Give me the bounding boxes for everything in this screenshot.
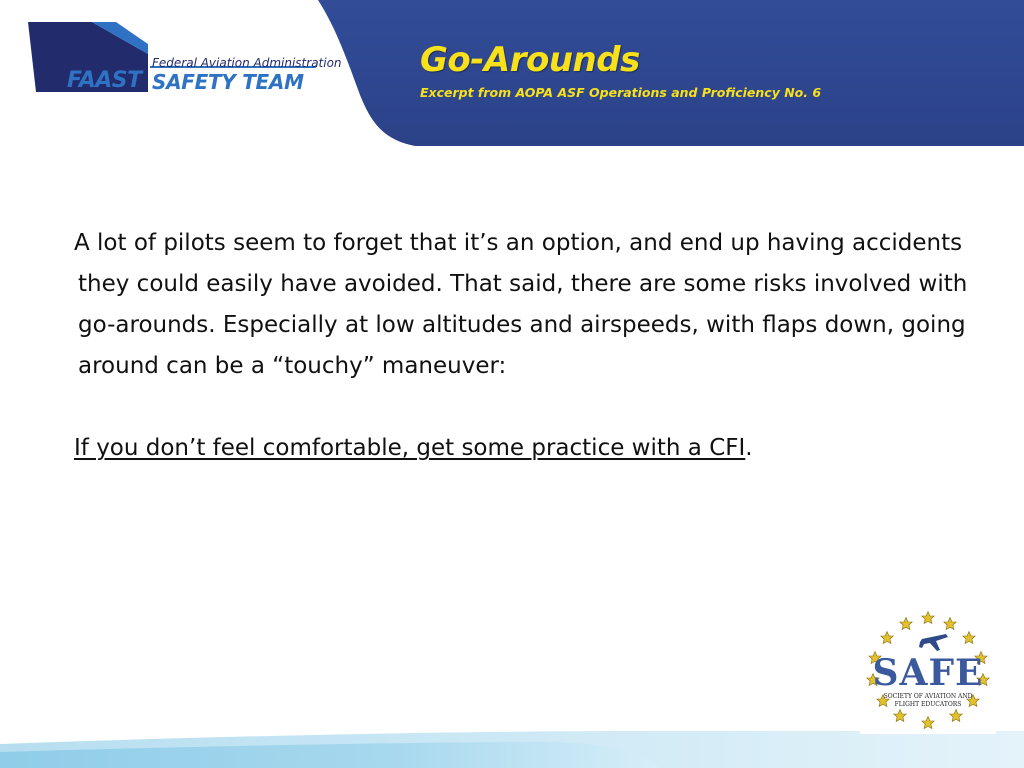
- call-to-action-line: [74, 428, 974, 469]
- header-title-block: [420, 38, 1000, 104]
- safety-team-wordmark: SAFETY TEAM: [152, 70, 304, 94]
- page-subtitle: Excerpt from AOPA ASF Operations and Proficiency No. 6: [420, 85, 822, 100]
- call-to-action-period: .: [745, 435, 753, 461]
- safe-emblem: [860, 606, 996, 734]
- faast-wordmark: FAAST: [67, 68, 142, 93]
- body-paragraph: A lot of pilots seem to forget that it’s an option, and end up having accidents they could easily have avoided. That said, there are some risks involved with go-arounds. Especially at low altitudes and airspeeds, with flaps down, going around can be a “touchy” maneuver:: [74, 230, 968, 379]
- safe-caption-line-1: SOCIETY OF AVIATION AND: [883, 693, 973, 700]
- faa-agency-label: Federal Aviation Administration: [152, 56, 342, 70]
- slide-body: [74, 223, 974, 469]
- safe-wordmark: SAFE: [872, 652, 984, 694]
- safe-caption-line-2: FLIGHT EDUCATORS: [894, 701, 962, 708]
- call-to-action-text: If you don’t feel comfortable, get some practice with a CFI: [74, 435, 746, 461]
- page-title: Go-Arounds: [420, 40, 640, 80]
- airplane-icon: [919, 634, 948, 651]
